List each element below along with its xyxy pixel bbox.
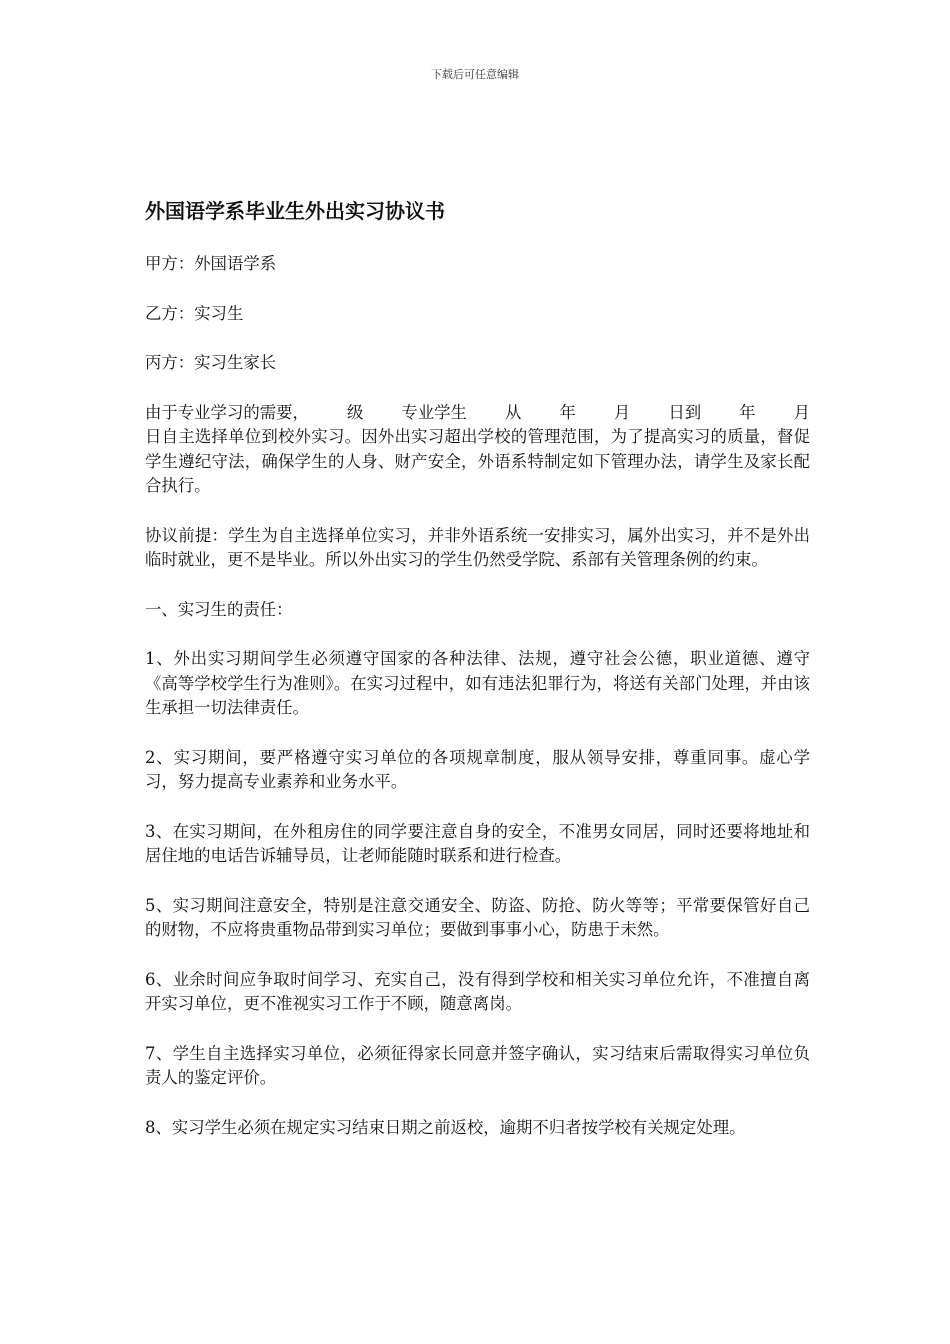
party-c: 丙方：实习生家长: [145, 353, 277, 372]
document-title: 外国语学系毕业生外出实习协议书: [145, 199, 445, 223]
section-heading: 一、实习生的责任：: [145, 599, 293, 619]
intro-part: 日到: [668, 402, 702, 422]
intro-part: 年: [739, 402, 756, 422]
intro-part: 由于专业学习的需要，: [145, 402, 309, 422]
list-item: 3、在实习期间，在外租房住的同学要注意自身的安全，不准男女同居，同时还要将地址和居住地的电话告诉辅导员，让老师能随时联系和进行检查。: [145, 821, 810, 865]
document-body: [145, 198, 810, 1165]
header-note: 下载后可任意编辑: [431, 68, 519, 81]
intro-first-line: [145, 401, 810, 426]
list-item: 8、实习学生必须在规定实习结束日期之前返校，逾期不归者按学校有关规定处理。: [145, 1117, 746, 1137]
intro-rest: 日自主选择单位到校外实习。因外出实习超出学校的管理范围，为了提高实习的质量，督促学生遵纪守法，确保学生的人身、财产安全，外语系特制定如下管理办法，请学生及家长配合执行。: [145, 427, 810, 495]
list-item: 5、实习期间注意安全，特别是注意交通安全、防盗、防抢、防火等等；平常要保管好自己的财物，不应将贵重物品带到实习单位；要做到事事小心，防患于未然。: [145, 895, 810, 939]
intro-paragraph: [145, 401, 810, 499]
list-item: 1、外出实习期间学生必须遵守国家的各种法律、法规，遵守社会公德，职业道德、遵守《高等学校学生行为准则》。在实习过程中，如有违法犯罪行为，将送有关部门处理，并由该生承担一切法律责任。: [145, 649, 810, 717]
intro-part: 专业学生: [401, 402, 467, 422]
list-item: 7、学生自主选择实习单位，必须征得家长同意并签字确认，实习结束后需取得实习单位负责人的鉴定评价。: [145, 1043, 810, 1087]
list-item: 6、业余时间应争取时间学习、充实自己，没有得到学校和相关实习单位允许，不准擅自离开实习单位，更不准视实习工作于不顾，随意离岗。: [145, 969, 810, 1013]
party-a: 甲方：外国语学系: [145, 254, 277, 273]
list-item: 2、实习期间，要严格遵守实习单位的各项规章制度，服从领导安排，尊重同事。虚心学习，努力提高专业素养和业务水平。: [145, 747, 810, 791]
intro-part: 级: [346, 402, 364, 422]
party-b: 乙方：实习生: [145, 303, 244, 323]
premise-paragraph: 协议前提：学生为自主选择单位实习，并非外语系统一安排实习，属外出实习，并不是外出临时就业，更不是毕业。所以外出实习的学生仍然受学院、系部有关管理条例的约束。: [145, 525, 810, 569]
intro-part: 年: [559, 402, 576, 422]
intro-part: 月: [613, 402, 631, 422]
intro-part: 月: [793, 402, 810, 422]
intro-part: 从: [505, 402, 522, 422]
